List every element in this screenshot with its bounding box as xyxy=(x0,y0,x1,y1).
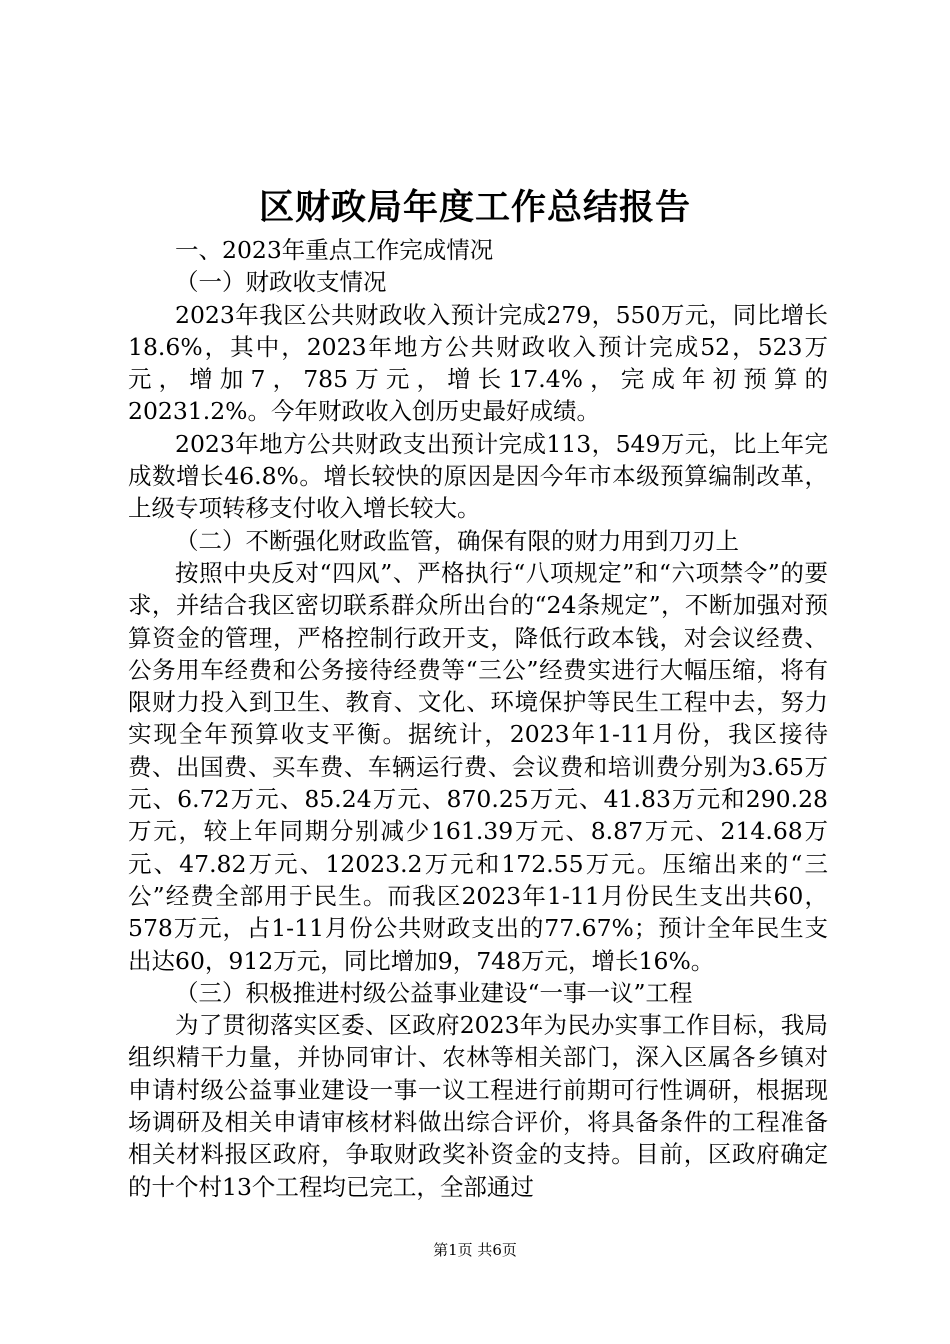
subsection-heading-1: （一）财政收支情况 xyxy=(175,268,387,297)
subsection-heading-3: （三）积极推进村级公益事业建设“一事一议”工程 xyxy=(175,978,693,1007)
section-heading-1: 一、2023年重点工作完成情况 xyxy=(175,236,494,264)
document-body xyxy=(128,234,828,1203)
subsection-heading-2: （二）不断强化财政监管，确保有限的财力用到刀刃上 xyxy=(175,526,739,555)
paragraph-public-welfare: 为了贯彻落实区委、区政府2023年为民办实事工作目标，我局组织精干力量，并协同审计、农林等相关部门，深入区属各乡镇对申请村级公益事业建设一事一议工程进行前期可行性调研，根据现场调研及相关申请审核材料做出综合评价，将具备条件的工程准备相关材料报区政府，争取财政奖补资金的支持。目前，区政府确定的十个村13个工程均已完工，全部通过 xyxy=(128,1011,828,1201)
paragraph-supervision: 按照中央反对“四风”、严格执行“八项规定”和“六项禁令”的要求，并结合我区密切联系群众所出台的“24条规定”，不断加强对预算资金的管理，严格控制行政开支，降低行政本钱，对会议经费、公务用车经费和公务接待经费等“三公”经费实进行大幅压缩，将有限财力投入到卫生、教育、文化、环境保护等民生工程中去，努力实现全年预算收支平衡。据统计，2023年1-11月份，我区接待费、出国费、买车费、车辆运行费、会议费和培训费分别为3.65万元、6.72万元、85.24万元、870.25万元、41.83万元和290.28万元，较上年同期分别减少161.39万元、8.87万元、214.68万元、47.82万元、12023.2万元和172.55万元。压缩出来的“三公”经费全部用于民生。而我区2023年1-11月份民生支出共60，578万元，占1-11月份公共财政支出的77.67%；预计全年民生支出达60，912万元，同比增加9，748万元，增长16%。 xyxy=(128,558,828,975)
page-title: 区财政局年度工作总结报告 xyxy=(258,187,691,228)
paragraph-expenditure: 2023年地方公共财政支出预计完成113，549万元，比上年完成数增长46.8%。增长较快的原因是因今年市本级预算编制改革，上级专项转移支付收入增长较大。 xyxy=(128,429,828,523)
paragraph-revenue: 2023年我区公共财政收入预计完成279，550万元，同比增长18.6%，其中，2023年地方公共财政收入预计完成52，523万元，增加7，785万元，增长17.4%，完成年初预算的20231.2%。今年财政收入创历史最好成绩。 xyxy=(128,300,828,426)
page-footer: 第1页 共6页 xyxy=(433,1241,517,1259)
